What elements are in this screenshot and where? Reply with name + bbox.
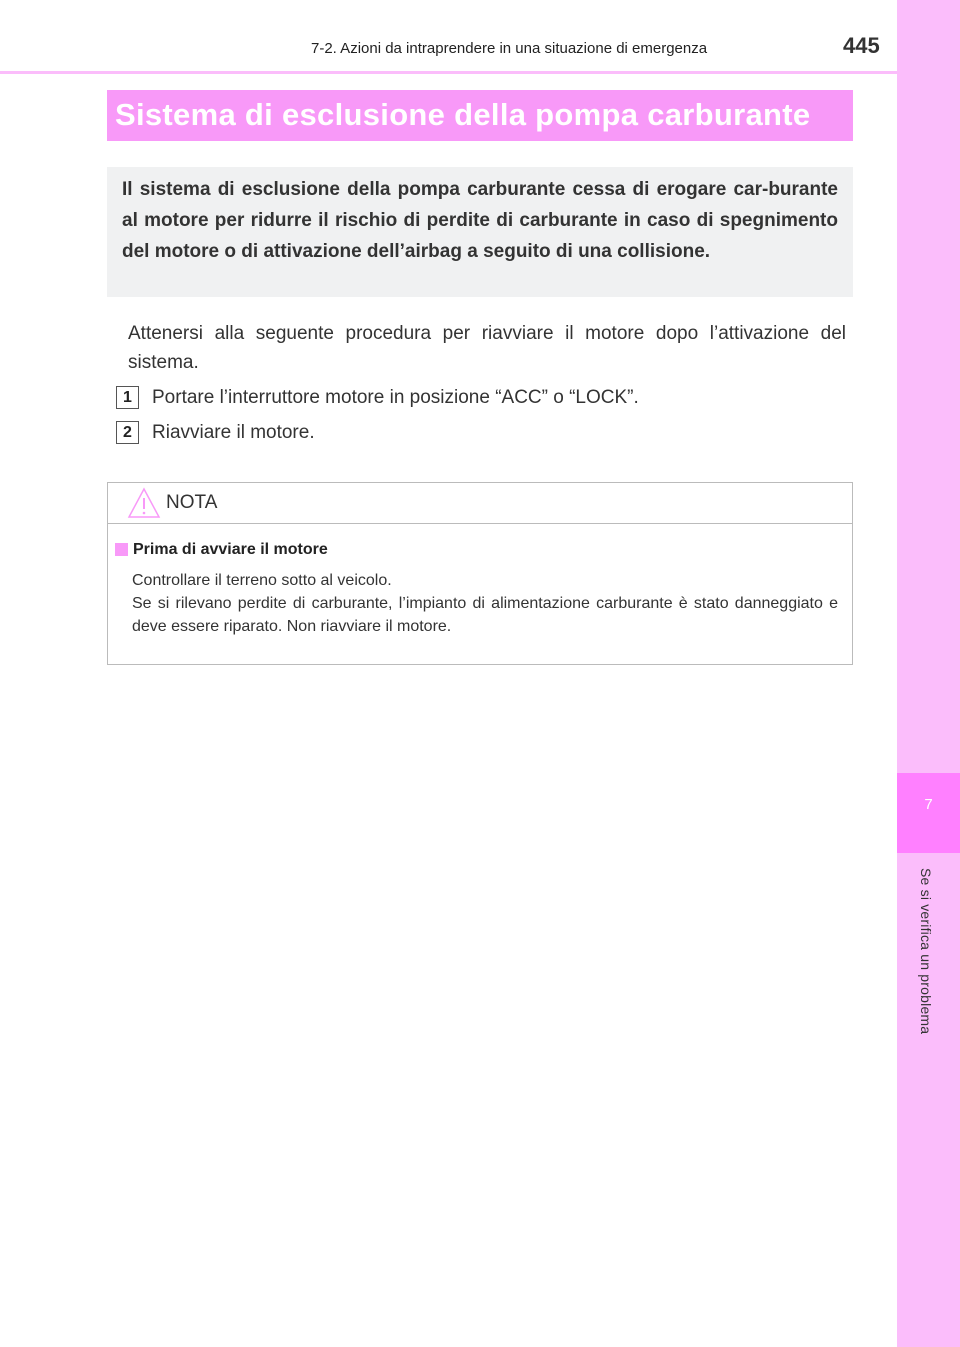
chapter-number-tab: [897, 773, 960, 853]
body-paragraph: Attenersi alla seguente procedura per riavviare il motore dopo l’attivazione del sistema.: [128, 323, 846, 373]
intro-text: Il sistema di esclusione della pompa carburante cessa di erogare car-burante al motore per ridurre il rischio di perdite di carburante in caso di spegnimento del motore o di attivazione dell’airbag a seguito di una collisione.: [122, 179, 838, 262]
note-title: NOTA: [166, 492, 218, 513]
page-title: Sistema di esclusione della pompa carburante: [115, 97, 811, 132]
step-2-text: Riavviare il motore.: [152, 422, 315, 443]
note-line: Se si rilevano perdite di carburante, l’impianto di alimentazione carburante è stato danneggiato e deve essere riparato. Non riavviare il motore.: [132, 595, 838, 635]
note-content: [132, 569, 838, 638]
page-number: 445: [843, 33, 880, 58]
step-1-text: Portare l’interruttore motore in posizione “ACC” o “LOCK”.: [152, 387, 639, 408]
chapter-title: Se si verifica un problema: [918, 868, 934, 1035]
chapter-side-tab: [897, 0, 960, 1347]
chapter-number: 7: [924, 796, 933, 813]
section-header: 7-2. Azioni da intraprendere in una situazione di emergenza: [311, 40, 708, 57]
note-subheading: Prima di avviare il motore: [133, 541, 328, 558]
note-box: [107, 482, 853, 665]
note-divider: [108, 523, 852, 524]
warning-triangle-icon: [127, 486, 161, 520]
bullet-square-icon: [115, 543, 128, 556]
step-2-badge: 2: [116, 421, 139, 444]
header-divider: [0, 71, 897, 74]
note-line: Controllare il terreno sotto al veicolo.: [132, 572, 392, 589]
step-1-badge: 1: [116, 386, 139, 409]
